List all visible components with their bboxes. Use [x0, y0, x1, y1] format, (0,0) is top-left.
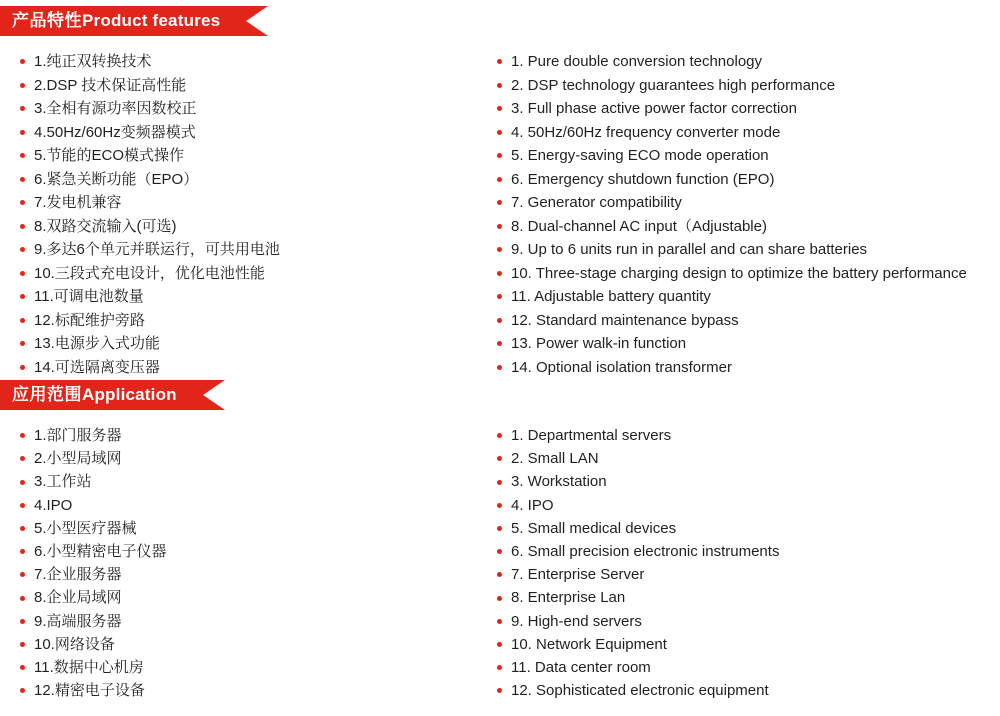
section-heading-en: Product features — [82, 11, 221, 30]
list-item: 4.50Hz/60Hz变频器模式 — [18, 121, 488, 145]
list-item: 4. IPO — [495, 494, 995, 517]
list-item: 7. Generator compatibility — [495, 191, 995, 215]
section-heading — [0, 6, 246, 36]
list-item: 11.可调电池数量 — [18, 285, 488, 309]
list-item: 4. 50Hz/60Hz frequency converter mode — [495, 121, 995, 145]
list-item: 11. Data center room — [495, 656, 995, 679]
list-item: 2. DSP technology guarantees high performance — [495, 74, 995, 98]
features-list-english — [495, 50, 995, 379]
section-heading — [0, 380, 203, 410]
banner-product-features — [0, 6, 1000, 36]
list-item: 3. Workstation — [495, 470, 995, 493]
list-item: 5.小型医疗器械 — [18, 517, 488, 540]
list-item: 14.可选隔离变压器 — [18, 356, 488, 380]
list-item: 12.标配维护旁路 — [18, 309, 488, 333]
list-item: 3. Full phase active power factor correction — [495, 97, 995, 121]
section-heading-cn: 应用范围 — [12, 385, 82, 404]
list-item: 6. Emergency shutdown function (EPO) — [495, 168, 995, 192]
list-item: 10.三段式充电设计，优化电池性能 — [18, 262, 488, 286]
list-item: 9. Up to 6 units run in parallel and can share batteries — [495, 238, 995, 262]
list-item: 2. Small LAN — [495, 447, 995, 470]
list-item: 6.小型精密电子仪器 — [18, 540, 488, 563]
section-heading-cn: 产品特性 — [12, 11, 82, 30]
list-item: 2.小型局域网 — [18, 447, 488, 470]
list-item: 9.高端服务器 — [18, 610, 488, 633]
list-item: 3.全相有源功率因数校正 — [18, 97, 488, 121]
list-item: 13. Power walk-in function — [495, 332, 995, 356]
section-product-features — [0, 6, 1000, 376]
list-item: 11.数据中心机房 — [18, 656, 488, 679]
section-heading-en: Application — [82, 385, 177, 404]
list-item: 8.企业局域网 — [18, 586, 488, 609]
list-item: 3.工作站 — [18, 470, 488, 493]
list-item: 1.纯正双转换技术 — [18, 50, 488, 74]
list-item: 14. Optional isolation transformer — [495, 356, 995, 380]
list-item: 6.紧急关断功能（EPO） — [18, 168, 488, 192]
list-item: 7.企业服务器 — [18, 563, 488, 586]
list-english — [495, 50, 995, 379]
list-item: 11. Adjustable battery quantity — [495, 285, 995, 309]
list-item: 10.网络设备 — [18, 633, 488, 656]
list-item: 1.部门服务器 — [18, 424, 488, 447]
features-list-chinese — [18, 50, 488, 379]
application-list-english — [495, 424, 995, 702]
list-item: 1. Pure double conversion technology — [495, 50, 995, 74]
list-item: 8.双路交流输入(可选) — [18, 215, 488, 239]
list-item: 9.多达6个单元并联运行，可共用电池 — [18, 238, 488, 262]
list-item: 8. Enterprise Lan — [495, 586, 995, 609]
list-item: 7.发电机兼容 — [18, 191, 488, 215]
list-item: 2.DSP 技术保证高性能 — [18, 74, 488, 98]
list-item: 5. Energy-saving ECO mode operation — [495, 144, 995, 168]
list-item: 5. Small medical devices — [495, 517, 995, 540]
list-item: 1. Departmental servers — [495, 424, 995, 447]
list-item: 6. Small precision electronic instruments — [495, 540, 995, 563]
list-chinese — [18, 50, 488, 379]
list-item: 10. Three-stage charging design to optimize the battery performance — [495, 262, 995, 286]
application-list-chinese — [18, 424, 488, 702]
list-english — [495, 424, 995, 702]
list-item: 10. Network Equipment — [495, 633, 995, 656]
list-item: 12. Sophisticated electronic equipment — [495, 679, 995, 702]
list-item: 12.精密电子设备 — [18, 679, 488, 702]
list-item: 7. Enterprise Server — [495, 563, 995, 586]
list-item: 8. Dual-channel AC input（Adjustable) — [495, 215, 995, 239]
list-item: 5.节能的ECO模式操作 — [18, 144, 488, 168]
list-chinese — [18, 424, 488, 702]
list-item: 9. High-end servers — [495, 610, 995, 633]
banner-application — [0, 380, 1000, 410]
list-item: 13.电源步入式功能 — [18, 332, 488, 356]
list-item: 4.IPO — [18, 494, 488, 517]
list-item: 12. Standard maintenance bypass — [495, 309, 995, 333]
section-application — [0, 380, 1000, 700]
